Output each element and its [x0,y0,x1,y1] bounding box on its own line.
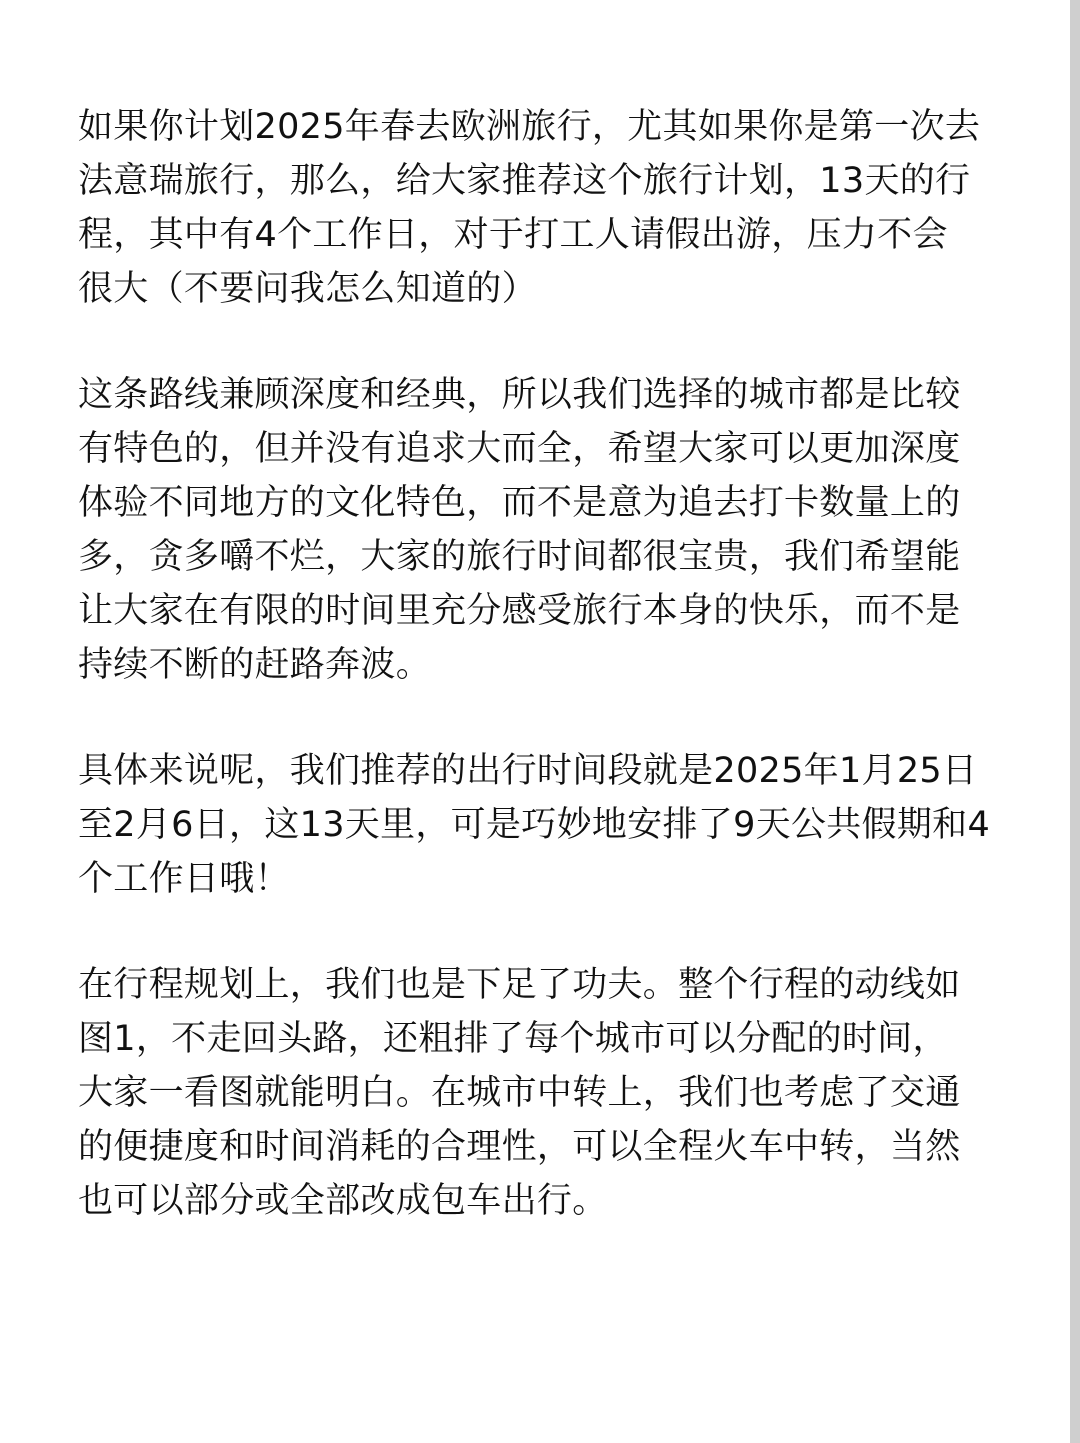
paragraph-planning: 在行程规划上，我们也是下足了功夫。整个行程的动线如 图1，不走回头路，还粗排了每个城市可以分配的时间， 大家一看图就能明白。在城市中转上，我们也考虑了交通 的便捷度和时间消耗的合理性，可以全程火车中转，当然 也可以部分或全部改成包车出行。 [78,965,961,1221]
page-edge-divider [1070,0,1080,1443]
paragraph-dates: 具体来说呢，我们推荐的出行时间段就是2025年1月25日 至2月6日，这13天里，可是巧妙地安排了9天公共假期和4 个工作日哦！ [78,751,991,899]
paragraph-route: 这条路线兼顾深度和经典，所以我们选择的城市都是比较 有特色的，但并没有追求大而全，希望大家可以更加深度 体验不同地方的文化特色，而不是意为追去打卡数量上的 多，贪多嚼不烂，大家的旅行时间都很宝贵，我们希望能 让大家在有限的时间里充分感受旅行本身的快乐，而不是 持续不断的赶路奔波。 [78,375,961,685]
paragraph-intro: 如果你计划2025年春去欧洲旅行，尤其如果你是第一次去 法意瑞旅行，那么，给大家推荐这个旅行计划，13天的行 程，其中有4个工作日，对于打工人请假出游，压力不会 很大（不要问我怎么知道的） [78,107,981,309]
article-body [78,100,998,1280]
